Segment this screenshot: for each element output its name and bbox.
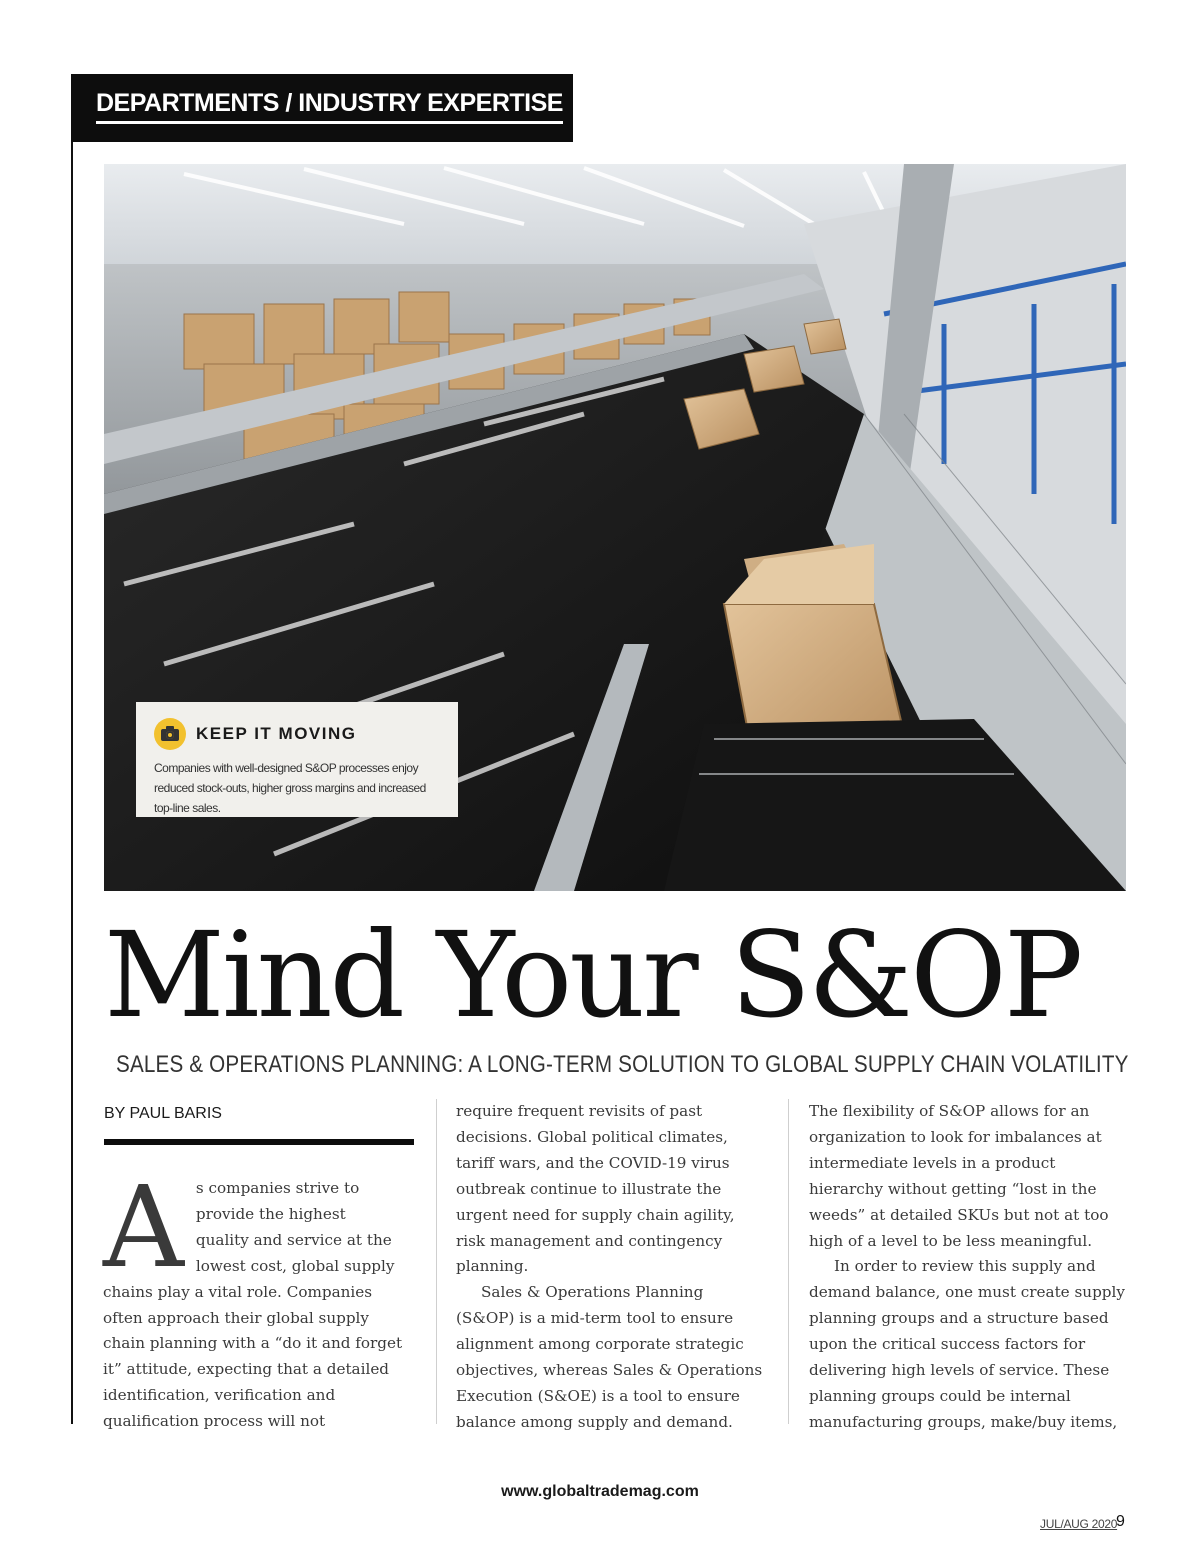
byline: BY PAUL BARIS — [104, 1105, 222, 1122]
paragraph: In order to review this supply and demand balance, one must create supply planning groups and a structure based upon the critical success factors for delivering high levels of service. These planning groups could be internal manufacturing groups, make/buy items, — [809, 1257, 1125, 1431]
paragraph: The flexibility of S&OP allows for an organization to look for imbalances at intermediate levels in a product hierarchy without getting “lost in the weeds” at detailed SKUs but not at too high of a level to be less meaningful. — [809, 1102, 1109, 1250]
column-divider — [436, 1099, 437, 1424]
camera-icon — [154, 718, 186, 750]
paragraph: Sales & Operations Planning (S&OP) is a mid-term tool to ensure alignment among corporate strategic objectives, whereas Sales & Operations Execution (S&OE) is a tool to ensure balance among supply and demand. — [456, 1283, 763, 1431]
article-column-1 — [103, 1163, 403, 1435]
column-divider — [788, 1099, 789, 1424]
caption-body: Companies with well-designed S&OP processes enjoy reduced stock-outs, higher gross margins and increased top-line sales. — [154, 761, 426, 815]
article-column-3 — [809, 1099, 1129, 1436]
column-1-text: s companies strive to provide the highest quality and service at the lowest cost, global supply chains play a vital role. Companies often approach their global supply chain planning with a “do it and forget it” attitude, expecting that a detailed identification, verification and qualification process will not — [103, 1179, 403, 1431]
left-margin-rule — [71, 142, 73, 1424]
drop-cap: A — [103, 1163, 184, 1293]
article-title: Mind Your S&OP — [104, 906, 1081, 1044]
department-label: DEPARTMENTS / INDUSTRY EXPERTISE — [96, 87, 563, 124]
article-column-2 — [456, 1099, 766, 1436]
article-subtitle: SALES & OPERATIONS PLANNING: A LONG-TERM SOLUTION TO GLOBAL SUPPLY CHAIN VOLATILITY — [116, 1051, 1129, 1078]
department-header — [71, 74, 573, 142]
byline-rule — [104, 1139, 414, 1145]
page-number: 9 — [1116, 1513, 1125, 1530]
paragraph: require frequent revisits of past decisions. Global political climates, tariff wars, and the COVID-19 virus outbreak continue to illustrate the urgent need for supply chain agility, risk management and contingency planning. — [456, 1102, 735, 1276]
footer-issue-date: JUL/AUG 2020 — [1040, 1517, 1118, 1531]
photo-caption — [136, 702, 458, 817]
footer-website-link[interactable]: www.globaltrademag.com — [501, 1483, 699, 1500]
caption-title: KEEP IT MOVING — [196, 724, 357, 743]
